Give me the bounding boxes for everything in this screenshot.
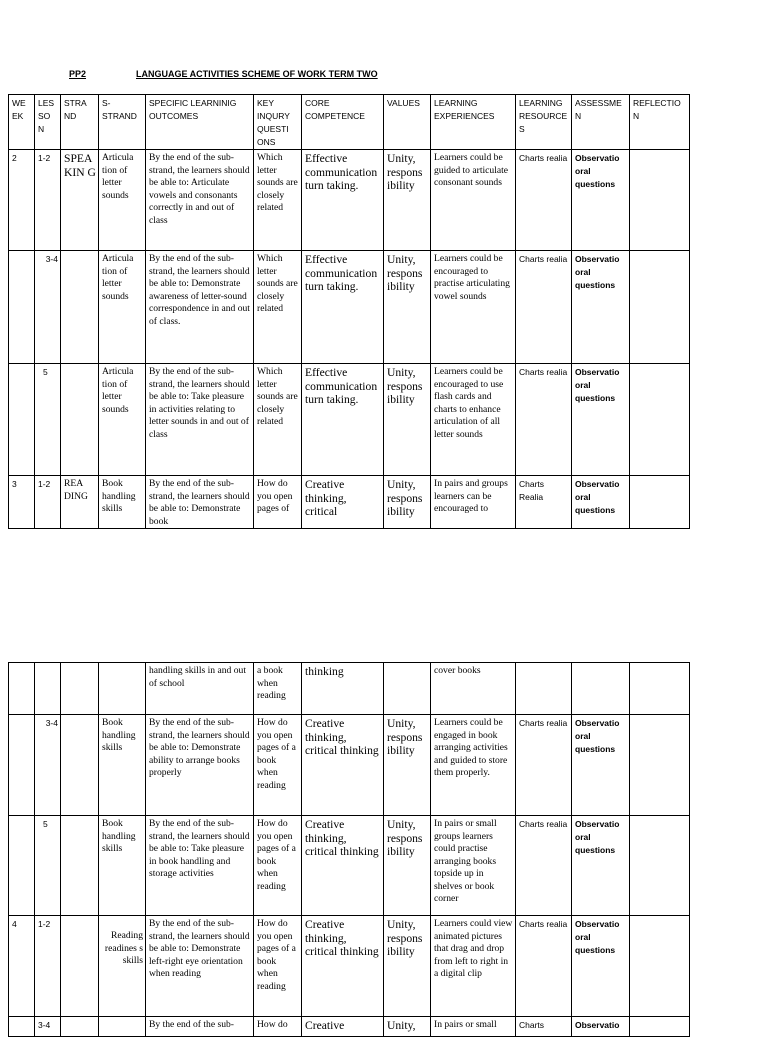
competence-cell: thinking bbox=[302, 663, 384, 715]
scheme-table-page-1 bbox=[8, 94, 690, 529]
assessment-cell: Observatio oral questions bbox=[572, 476, 630, 529]
experiences-cell: In pairs and groups learners can be encouraged to bbox=[431, 476, 516, 529]
resources-cell: Charts Realia bbox=[516, 476, 572, 529]
experiences-cell: Learners could be guided to articulate consonant sounds bbox=[431, 150, 516, 251]
strand-cell: REA DING bbox=[61, 476, 99, 529]
strand-cell: SPEA KIN G bbox=[61, 150, 99, 251]
strand-cell bbox=[61, 916, 99, 1017]
week-cell: 2 bbox=[9, 150, 35, 251]
values-cell: Unity, respons ibility bbox=[384, 364, 431, 476]
lesson-cell: 1-2 bbox=[35, 476, 61, 529]
lesson-cell: 3-4 bbox=[35, 1017, 61, 1037]
lesson-cell: 1-2 bbox=[35, 916, 61, 1017]
questions-cell: How do you open pages of a book when reading bbox=[254, 715, 302, 816]
sub-strand-cell: Articula tion of letter sounds bbox=[99, 150, 146, 251]
assessment-cell: Observatio oral questions bbox=[572, 364, 630, 476]
document-title: LANGUAGE ACTIVITIES SCHEME OF WORK TERM TWO bbox=[136, 69, 378, 79]
week-cell bbox=[9, 663, 35, 715]
table-row bbox=[9, 476, 690, 529]
strand-cell bbox=[61, 715, 99, 816]
experiences-cell: cover books bbox=[431, 663, 516, 715]
outcomes-cell: By the end of the sub-strand, the learners should be able to: Demonstrate ability to arrange books properly bbox=[146, 715, 254, 816]
col-lesson: LES SO N bbox=[35, 95, 61, 150]
week-cell bbox=[9, 364, 35, 476]
experiences-cell: Learners could be encouraged to practise articulating vowel sounds bbox=[431, 251, 516, 364]
assessment-cell: Observatio oral questions bbox=[572, 816, 630, 916]
outcomes-cell: By the end of the sub-strand, the learners should be able to: Demonstrate book bbox=[146, 476, 254, 529]
week-cell bbox=[9, 1017, 35, 1037]
questions-cell: a book when reading bbox=[254, 663, 302, 715]
col-assessment: ASSESSME N bbox=[572, 95, 630, 150]
questions-cell: How do you open pages of a book when reading bbox=[254, 816, 302, 916]
lesson-cell: 1-2 bbox=[35, 150, 61, 251]
sub-strand-cell: Book handling skills bbox=[99, 816, 146, 916]
week-cell bbox=[9, 251, 35, 364]
values-cell: Unity, bbox=[384, 1017, 431, 1037]
reflection-cell bbox=[630, 715, 690, 816]
reflection-cell bbox=[630, 150, 690, 251]
table-row bbox=[9, 663, 690, 715]
reflection-cell bbox=[630, 663, 690, 715]
experiences-cell: In pairs or small bbox=[431, 1017, 516, 1037]
outcomes-cell: By the end of the sub-strand, the learners should be able to: Take pleasure in book handling and storage activities bbox=[146, 816, 254, 916]
col-strand: STRA ND bbox=[61, 95, 99, 150]
outcomes-cell: By the end of the sub- bbox=[146, 1017, 254, 1037]
outcomes-cell: By the end of the sub-strand, the learners should be able to: Articulate vowels and consonants correctly in and out of class bbox=[146, 150, 254, 251]
resources-cell: Charts realia bbox=[516, 816, 572, 916]
assessment-cell: Observatio bbox=[572, 1017, 630, 1037]
competence-cell: Creative bbox=[302, 1017, 384, 1037]
week-cell: 3 bbox=[9, 476, 35, 529]
reflection-cell bbox=[630, 476, 690, 529]
col-questions: KEY INQURY QUESTI ONS bbox=[254, 95, 302, 150]
lesson-cell: 5 bbox=[35, 816, 61, 916]
strand-cell bbox=[61, 1017, 99, 1037]
lesson-cell: 5 bbox=[35, 364, 61, 476]
questions-cell: How do you open pages of a book when reading bbox=[254, 916, 302, 1017]
resources-cell: Charts bbox=[516, 1017, 572, 1037]
week-cell: 4 bbox=[9, 916, 35, 1017]
values-cell: Unity, respons ibility bbox=[384, 916, 431, 1017]
competence-cell: Effective communication turn taking. bbox=[302, 150, 384, 251]
col-week: WE EK bbox=[9, 95, 35, 150]
strand-cell bbox=[61, 251, 99, 364]
outcomes-cell: handling skills in and out of school bbox=[146, 663, 254, 715]
table-row bbox=[9, 916, 690, 1017]
values-cell: Unity, respons ibility bbox=[384, 476, 431, 529]
lesson-cell: 3-4 bbox=[35, 251, 61, 364]
reflection-cell bbox=[630, 816, 690, 916]
assessment-cell: Observatio oral questions bbox=[572, 916, 630, 1017]
strand-cell bbox=[61, 816, 99, 916]
competence-cell: Creative thinking, critical bbox=[302, 476, 384, 529]
questions-cell: How do you open pages of bbox=[254, 476, 302, 529]
table-row bbox=[9, 150, 690, 251]
resources-cell: Charts realia bbox=[516, 150, 572, 251]
assessment-cell: Observatio oral questions bbox=[572, 150, 630, 251]
week-cell bbox=[9, 816, 35, 916]
questions-cell: Which letter sounds are closely related bbox=[254, 364, 302, 476]
table-row bbox=[9, 1017, 690, 1037]
competence-cell: Creative thinking, critical thinking bbox=[302, 715, 384, 816]
questions-cell: Which letter sounds are closely related bbox=[254, 150, 302, 251]
sub-strand-cell: Book handling skills bbox=[99, 476, 146, 529]
sub-strand-cell bbox=[99, 1017, 146, 1037]
col-sub-strand: S-STRAND bbox=[99, 95, 146, 150]
sub-strand-cell: Book handling skills bbox=[99, 715, 146, 816]
resources-cell: Charts realia bbox=[516, 715, 572, 816]
values-cell: Unity, respons ibility bbox=[384, 251, 431, 364]
reflection-cell bbox=[630, 251, 690, 364]
experiences-cell: Learners could be engaged in book arranging activities and guided to store them properly. bbox=[431, 715, 516, 816]
sub-strand-cell: Reading readines s skills bbox=[99, 916, 146, 1017]
reflection-cell bbox=[630, 364, 690, 476]
outcomes-cell: By the end of the sub-strand, the learners should be able to: Take pleasure in activities relating to letter sounds in and out of class bbox=[146, 364, 254, 476]
class-label: PP2 bbox=[69, 69, 87, 79]
col-outcomes: SPECIFIC LEARNINIG OUTCOMES bbox=[146, 95, 254, 150]
outcomes-cell: By the end of the sub-strand, the learners should be able to: Demonstrate left-right eye orientation when reading bbox=[146, 916, 254, 1017]
resources-cell: Charts realia bbox=[516, 251, 572, 364]
reflection-cell bbox=[630, 916, 690, 1017]
experiences-cell: Learners could be encouraged to use flash cards and charts to enhance articulation of all letter sounds bbox=[431, 364, 516, 476]
header-row bbox=[9, 95, 690, 150]
assessment-cell: Observatio oral questions bbox=[572, 251, 630, 364]
competence-cell: Effective communication turn taking. bbox=[302, 251, 384, 364]
values-cell: Unity, respons ibility bbox=[384, 715, 431, 816]
table-row bbox=[9, 364, 690, 476]
resources-cell: Charts realia bbox=[516, 916, 572, 1017]
values-cell bbox=[384, 663, 431, 715]
experiences-cell: Learners could view animated pictures that drag and drop from left to right in a digital clip bbox=[431, 916, 516, 1017]
table-row bbox=[9, 715, 690, 816]
competence-cell: Creative thinking, critical thinking bbox=[302, 816, 384, 916]
questions-cell: Which letter sounds are closely related bbox=[254, 251, 302, 364]
sub-strand-cell: Articula tion of letter sounds bbox=[99, 251, 146, 364]
competence-cell: Creative thinking, critical thinking bbox=[302, 916, 384, 1017]
sub-strand-cell bbox=[99, 663, 146, 715]
table-row bbox=[9, 816, 690, 916]
experiences-cell: In pairs or small groups learners could practise arranging books topside up in shelves or book corner bbox=[431, 816, 516, 916]
table-row bbox=[9, 251, 690, 364]
col-experiences: LEARNING EXPERIENCES bbox=[431, 95, 516, 150]
competence-cell: Effective communication turn taking. bbox=[302, 364, 384, 476]
col-resources: LEARNING RESOURCE S bbox=[516, 95, 572, 150]
col-reflection: REFLECTIO N bbox=[630, 95, 690, 150]
col-competence: CORE COMPETENCE bbox=[302, 95, 384, 150]
resources-cell: Charts realia bbox=[516, 364, 572, 476]
strand-cell bbox=[61, 364, 99, 476]
outcomes-cell: By the end of the sub-strand, the learners should be able to: Demonstrate awareness of letter-sound correspondence in and out of class. bbox=[146, 251, 254, 364]
lesson-cell bbox=[35, 663, 61, 715]
scheme-table-page-2 bbox=[8, 662, 690, 1037]
reflection-cell bbox=[630, 1017, 690, 1037]
strand-cell bbox=[61, 663, 99, 715]
assessment-cell: Observatio oral questions bbox=[572, 715, 630, 816]
sub-strand-cell: Articula tion of letter sounds bbox=[99, 364, 146, 476]
assessment-cell bbox=[572, 663, 630, 715]
values-cell: Unity, respons ibility bbox=[384, 150, 431, 251]
values-cell: Unity, respons ibility bbox=[384, 816, 431, 916]
resources-cell bbox=[516, 663, 572, 715]
lesson-cell: 3-4 bbox=[35, 715, 61, 816]
col-values: VALUES bbox=[384, 95, 431, 150]
questions-cell: How do bbox=[254, 1017, 302, 1037]
week-cell bbox=[9, 715, 35, 816]
